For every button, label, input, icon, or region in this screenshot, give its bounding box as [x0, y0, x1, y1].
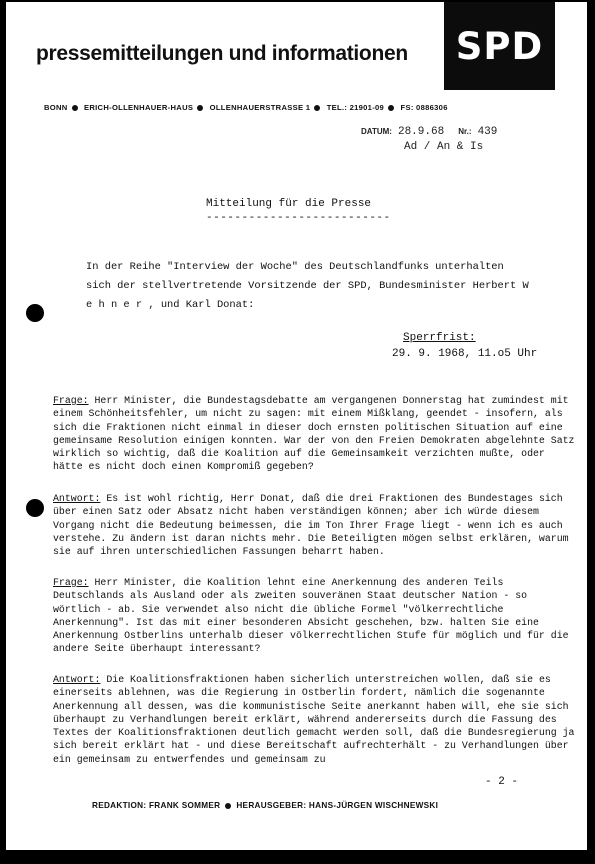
- number-label: Nr.:: [458, 127, 472, 136]
- address-phone: TEL.: 21901-09: [326, 103, 385, 112]
- speaker-label: Antwort:: [53, 493, 101, 504]
- datum-label: DATUM:: [361, 127, 392, 136]
- footer-editor: REDAKTION: FRANK SOMMER: [92, 801, 221, 810]
- bullet-icon: [197, 105, 203, 111]
- paragraph-text: Herr Minister, die Bundestagsdebatte am vergangenen Donnerstag hat zumindest mit einem Schönheitsfehler, um nicht zu sagen: mit einem Mißklang, geendet - insofern, als sich die Fraktionen nicht einmal in dieser doch ernsten politischen Situation auf eine gemeinsame Resolution einigen konnten. War der von den Freien Demokraten abgelehnte Satz wirklich so wichtig, daß die Koalition auf die Gemeinsamkeit verzichten mußte, oder hätte es nicht doch einen Kompromiß gegeben?: [53, 395, 575, 473]
- answer-2: [53, 673, 578, 766]
- punch-hole-icon: [26, 304, 44, 322]
- speaker-label: Frage:: [53, 395, 89, 406]
- sperrfrist-label: Sperrfrist:: [403, 332, 476, 344]
- datum-value: 28.9.68: [397, 126, 445, 138]
- document-page: [6, 2, 587, 850]
- speaker-label: Frage:: [53, 577, 89, 588]
- address-city: BONN: [44, 103, 68, 112]
- footer-publisher: HERAUSGEBER: HANS-JÜRGEN WISCHNEWSKI: [236, 801, 439, 810]
- address-street: OLLENHAUERSTRASSE 1: [209, 103, 311, 112]
- answer-1: [53, 492, 578, 558]
- bullet-icon: [314, 105, 320, 111]
- paragraph-text: Herr Minister, die Koalition lehnt eine Anerkennung des anderen Teils Deutschlands als Ausland oder als zweiten souveränen Staat deutscher Nation - so wörtlich - ab. Sie verwendet also nicht die übliche Formel "völkerrechtliche Anerkennung". Ist das mit einer besonderen Absicht geschehen, bzw. halten Sie eine Anerkennung Ostberlins unterhalb dieser völkerrechtlichen Stufe für möglich und für die andere Seite überhaupt interessant?: [53, 577, 569, 655]
- number-value: 439: [477, 126, 498, 138]
- page-number: - 2 -: [485, 776, 519, 788]
- speaker-label: Antwort:: [53, 674, 101, 685]
- masthead-title: pressemitteilungen und informationen: [36, 42, 408, 65]
- paragraph-text: Es ist wohl richtig, Herr Donat, daß die drei Fraktionen des Bundestages sich über einen Satz oder Absatz nicht haben verständigen können; aber ich würde diesem Vorgang nicht die Bedeutung beimessen, die im Ton Ihrer Frage liegt - wenn ich es auch verstehe. Zu ändern ist daran nichts mehr. Die Beteiligten mögen selbst erklären, warum sie auf ihren unterschiedlichen Fassungen beharrt haben.: [53, 493, 569, 558]
- punch-hole-icon: [26, 499, 44, 517]
- bullet-icon: [225, 803, 231, 809]
- sperrfrist-date: 29. 9. 1968, 11.o5 Uhr: [392, 348, 538, 360]
- address-building: ERICH-OLLENHAUER-HAUS: [83, 103, 194, 112]
- paragraph-text: Die Koalitionsfraktionen haben sicherlich unterstreichen wollen, daß sie es einerseits ablehnen, was die Regierung in Ostberlin fordert, nämlich die sogenannte Anerkennung all dessen, was die kommunistische Seite anerkannt haben will, ehe sie sich überhaupt zu Verhandlungen bereit erklärt, während andererseits durch die Fassung des Textes der Koalitionsfraktionen deutlich gemacht werden soll, daß die Bundesregierung ja sich bereit erklärt hat - und diese Bereitschaft aufrechterhält - zu Verhandlungen über ein gemeinsam zu entwerfendes und gemeinsam zu: [53, 674, 575, 765]
- address-telex: FS: 0886306: [400, 103, 448, 112]
- title-underline: --------------------------: [206, 212, 391, 224]
- address-line: [44, 103, 556, 112]
- document-title: Mitteilung für die Presse: [206, 198, 372, 210]
- question-2: [53, 576, 578, 656]
- spd-logo: SPD: [444, 2, 555, 90]
- meta-line: [361, 126, 505, 138]
- question-1: [53, 394, 578, 474]
- intro-paragraph: In der Reihe "Interview der Woche" des Deutschlandfunks unterhalten sich der stellvertretende Vorsitzende der SPD, Bundesminister Herbert W e h n e r , und Karl Donat:: [86, 261, 529, 311]
- bullet-icon: [72, 105, 78, 111]
- bullet-icon: [388, 105, 394, 111]
- initials: Ad / An & Is: [404, 141, 484, 153]
- footer-line: [92, 801, 438, 810]
